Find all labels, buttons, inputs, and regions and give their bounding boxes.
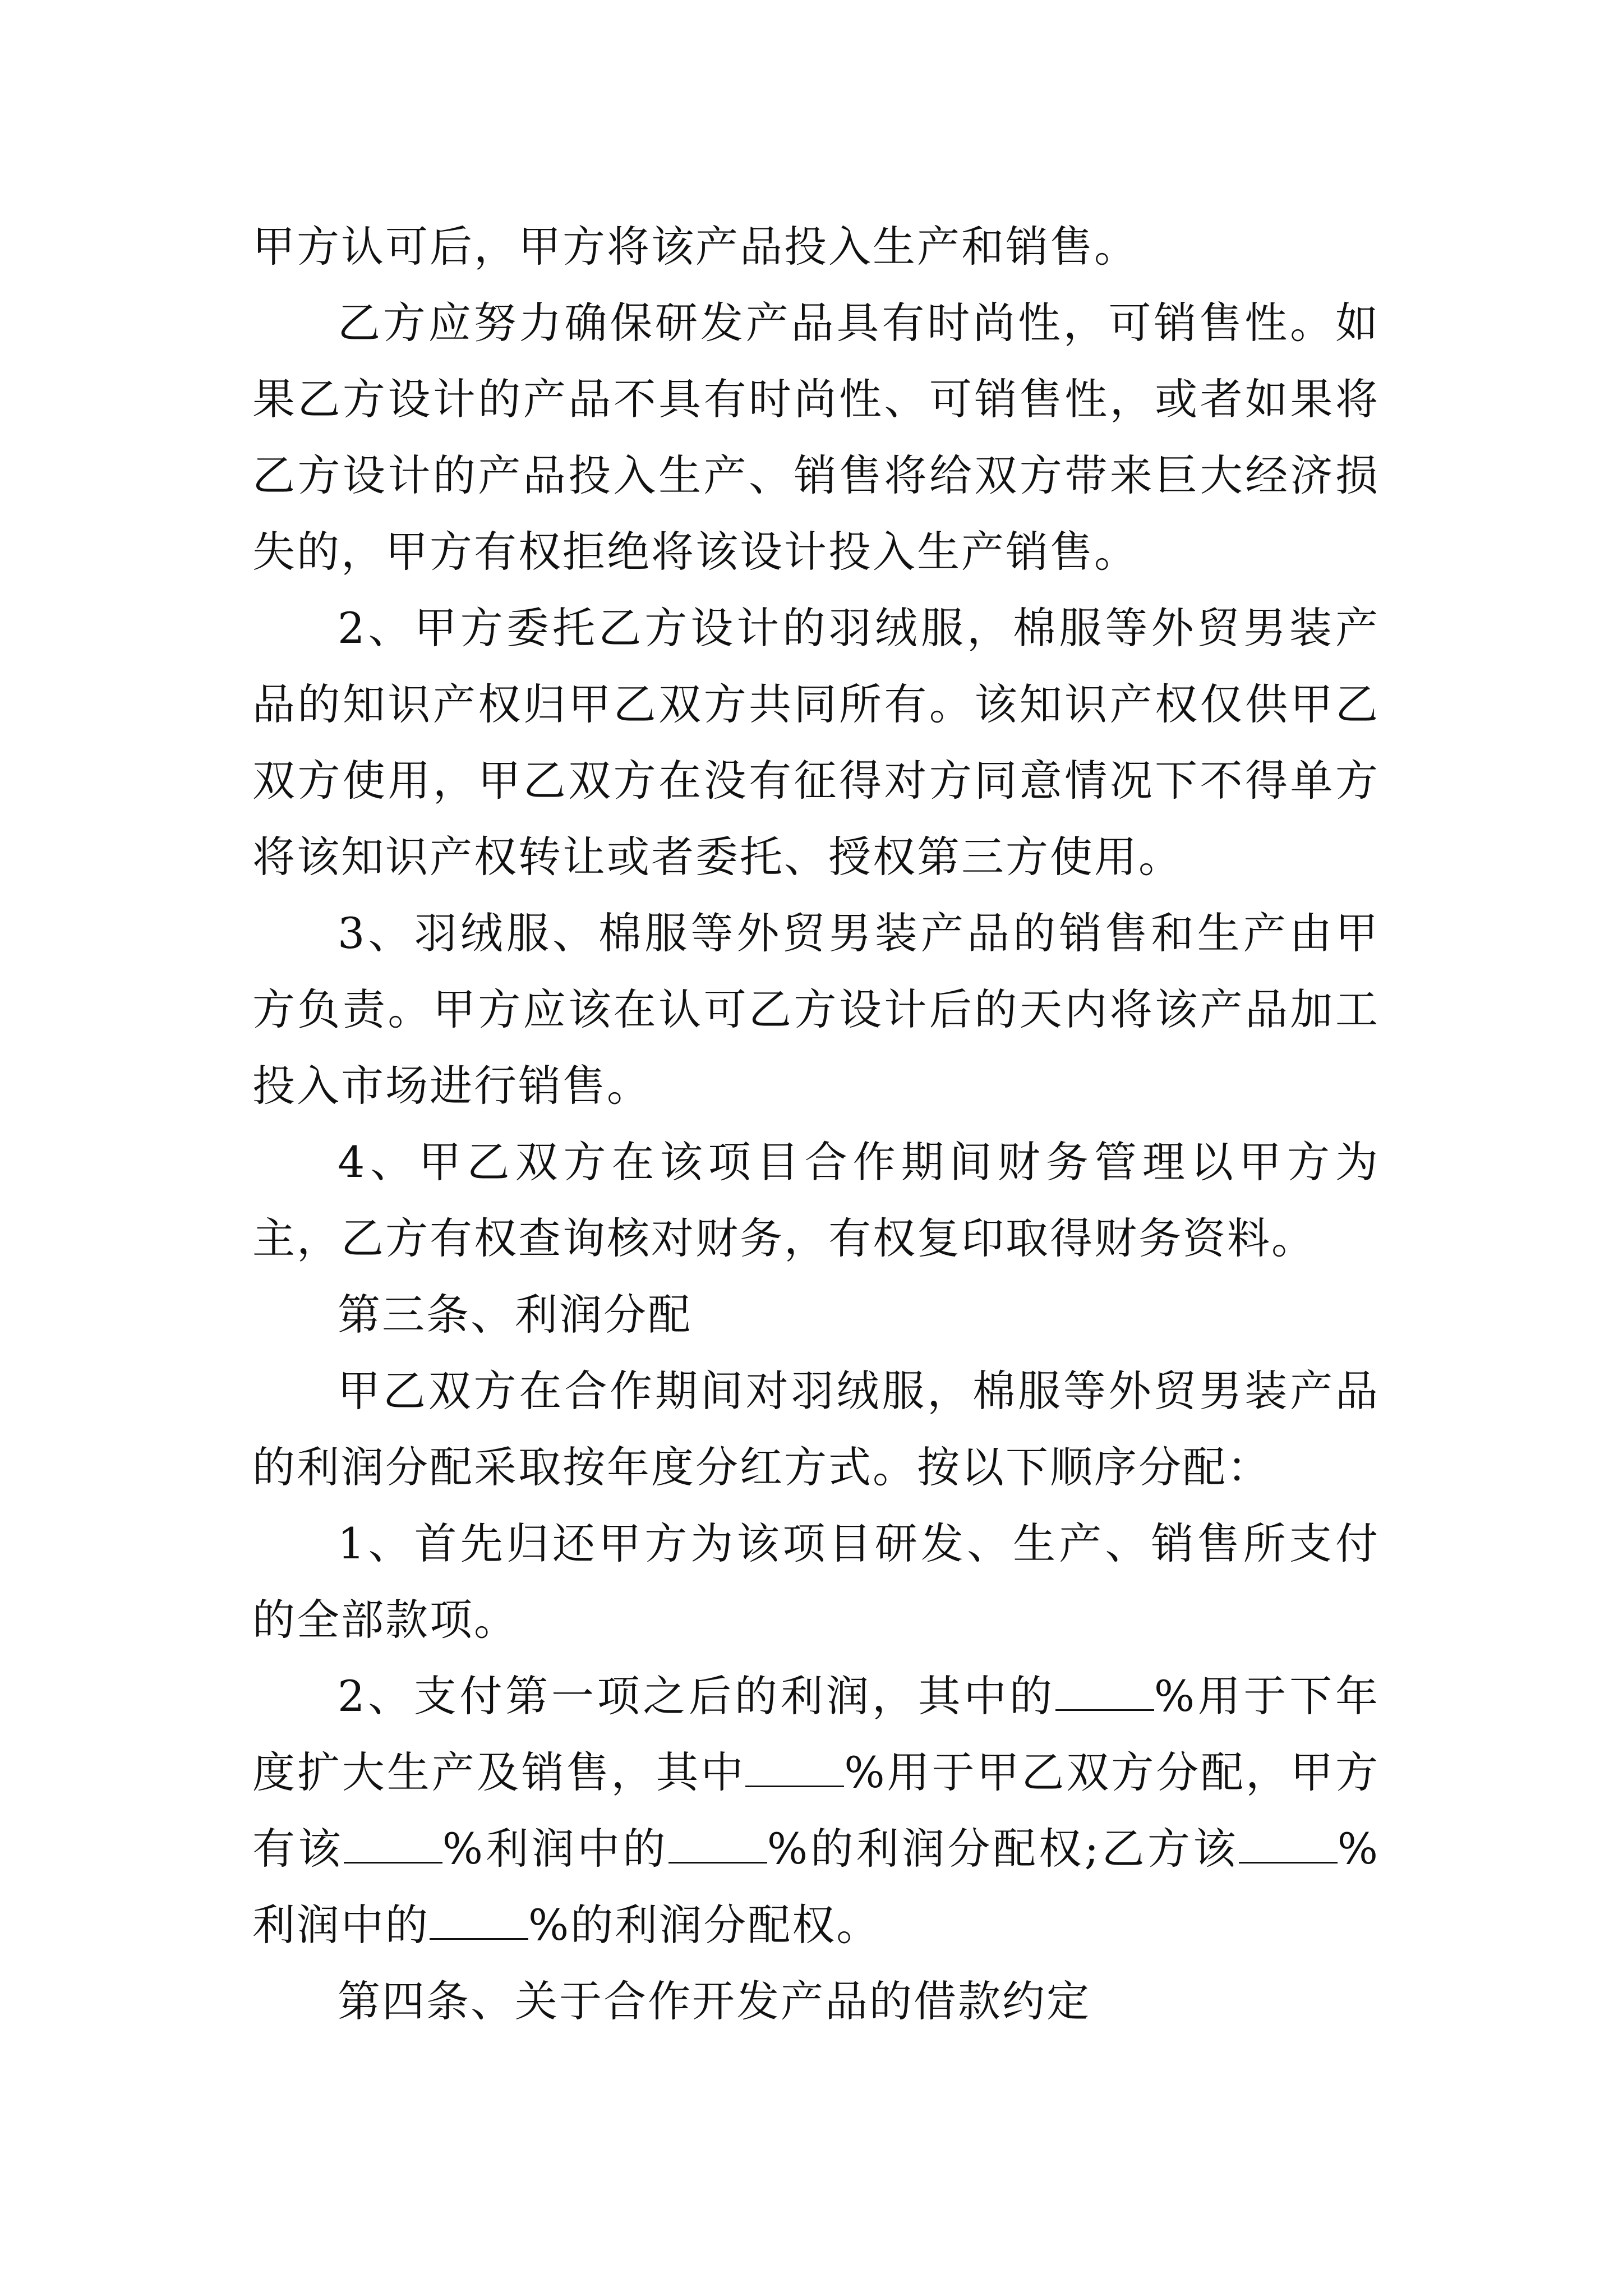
- blank-field: [430, 1903, 528, 1940]
- paragraph-continuation: 甲方认可后，甲方将该产品投入生产和销售。: [252, 222, 1138, 272]
- blank-field: [344, 1827, 442, 1864]
- text-segment: %用于下年度扩大生产及销售，其中: [252, 1671, 1380, 1797]
- paragraph-profit-item-1: 1、首先归还甲方为该项目研发、生产、销售所支付的全部款项。: [252, 1519, 1380, 1645]
- text-segment: %的利润分配权;乙方该: [767, 1824, 1239, 1874]
- blank-field: [745, 1751, 844, 1787]
- section-heading-article-4: 第四条、关于合作开发产品的借款约定: [338, 1976, 1091, 2026]
- text-segment: %利润中的: [442, 1824, 668, 1874]
- paragraph-clause-2-ip: 2、甲方委托乙方设计的羽绒服，棉服等外贸男装产品的知识产权归甲乙双方共同所有。该知识产权仅供甲乙双方使用，甲乙双方在没有征得对方同意情况下不得单方将该知识产权转让或者委托、授权第三方使用。: [252, 603, 1380, 882]
- paragraph-profit-distribution-intro: 甲乙双方在合作期间对羽绒服，棉服等外贸男装产品的利润分配采取按年度分红方式。按以下顺序分配：: [252, 1366, 1380, 1492]
- paragraph-clause-4-finance: 4、甲乙双方在该项目合作期间财务管理以甲方为主，乙方有权查询核对财务，有权复印取得财务资料。: [252, 1137, 1380, 1263]
- paragraph-fashionability: 乙方应努力确保研发产品具有时尚性，可销售性。如果乙方设计的产品不具有时尚性、可销售性，或者如果将乙方设计的产品投入生产、销售将给双方带来巨大经济损失的，甲方有权拒绝将该设计投入生产销售。: [252, 298, 1380, 577]
- text-segment: %利润中的: [252, 1824, 1380, 1950]
- blank-field: [1055, 1674, 1154, 1711]
- blank-field: [1239, 1827, 1338, 1864]
- text-segment: %的利润分配权。: [528, 1900, 881, 1950]
- section-heading-article-3: 第三条、利润分配: [338, 1290, 692, 1340]
- document-body: [252, 209, 1380, 2040]
- blank-field: [668, 1827, 767, 1864]
- text-segment: 2、支付第一项之后的利润，其中的: [338, 1671, 1055, 1721]
- paragraph-clause-3-sales: 3、羽绒服、棉服等外贸男装产品的销售和生产由甲方负责。甲方应该在认可乙方设计后的天内将该产品加工投入市场进行销售。: [252, 908, 1380, 1111]
- text-segment: %用于甲乙双方分配，甲方有该: [252, 1747, 1380, 1874]
- paragraph-profit-item-2: [252, 1658, 1380, 1963]
